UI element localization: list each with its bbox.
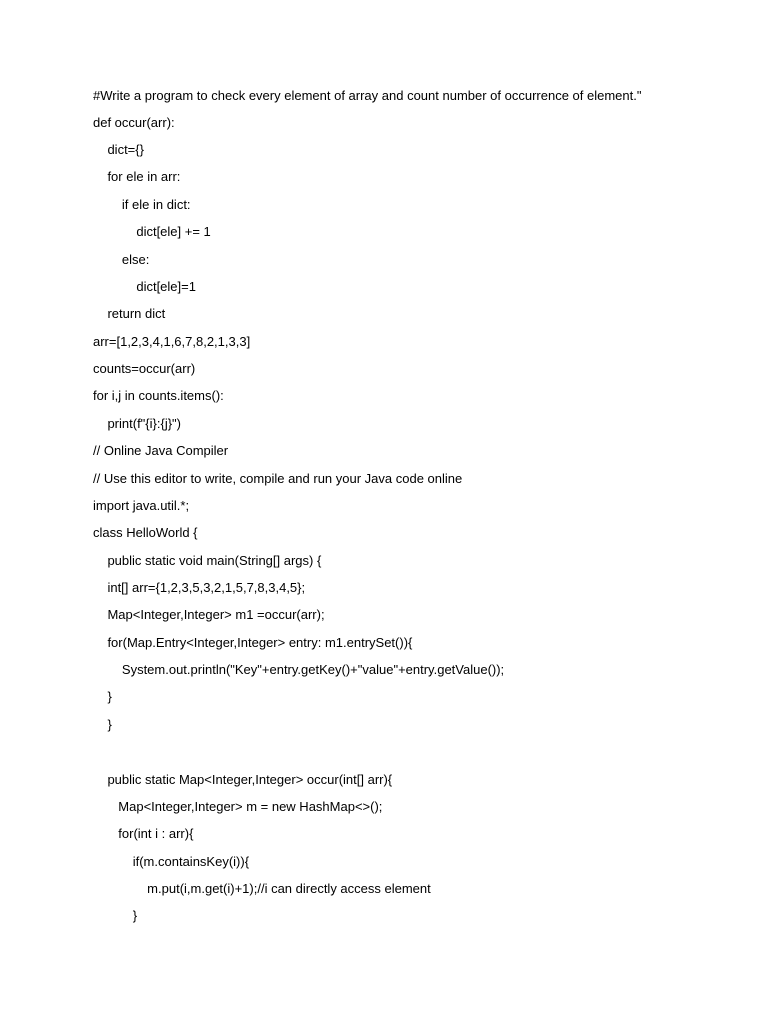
text-line-19: int[] arr={1,2,3,5,3,2,1,5,7,8,3,4,5}; bbox=[93, 580, 306, 595]
text-line-12: for i,j in counts.items(): bbox=[93, 388, 224, 403]
text-line-21: for(Map.Entry<Integer,Integer> entry: m1.entrySet()){ bbox=[93, 635, 413, 650]
text-line-18: public static void main(String[] args) { bbox=[93, 553, 322, 568]
text-line-27: Map<Integer,Integer> m = new HashMap<>(); bbox=[93, 799, 383, 814]
text-line-22: System.out.println("Key"+entry.getKey()+"value"+entry.getValue()); bbox=[93, 662, 505, 677]
text-line-5: if ele in dict: bbox=[93, 197, 191, 212]
text-line-1: #Write a program to check every element of array and count number of occurrence of element." bbox=[93, 88, 642, 103]
text-line-31: } bbox=[93, 908, 138, 923]
text-line-7: else: bbox=[93, 252, 150, 267]
text-line-29: if(m.containsKey(i)){ bbox=[93, 854, 250, 869]
text-line-28: for(int i : arr){ bbox=[93, 826, 194, 841]
text-line-3: dict={} bbox=[93, 142, 144, 157]
text-line-17: class HelloWorld { bbox=[93, 525, 198, 540]
text-line-23: } bbox=[93, 689, 112, 704]
text-line-14: // Online Java Compiler bbox=[93, 443, 229, 458]
text-line-24: } bbox=[93, 717, 112, 732]
text-line-13: print(f"{i}:{j}") bbox=[93, 416, 181, 431]
text-line-15: // Use this editor to write, compile and run your Java code online bbox=[93, 471, 463, 486]
text-line-30: m.put(i,m.get(i)+1);//i can directly access element bbox=[93, 881, 431, 896]
text-line-6: dict[ele] += 1 bbox=[93, 224, 211, 239]
text-line-9: return dict bbox=[93, 306, 166, 321]
text-line-8: dict[ele]=1 bbox=[93, 279, 196, 294]
text-line-2: def occur(arr): bbox=[93, 115, 175, 130]
text-line-26: public static Map<Integer,Integer> occur(int[] arr){ bbox=[93, 772, 393, 787]
text-line-10: arr=[1,2,3,4,1,6,7,8,2,1,3,3] bbox=[93, 334, 251, 349]
text-line-20: Map<Integer,Integer> m1 =occur(arr); bbox=[93, 607, 325, 622]
text-line-4: for ele in arr: bbox=[93, 169, 181, 184]
text-line-11: counts=occur(arr) bbox=[93, 361, 196, 376]
text-line-16: import java.util.*; bbox=[93, 498, 190, 513]
